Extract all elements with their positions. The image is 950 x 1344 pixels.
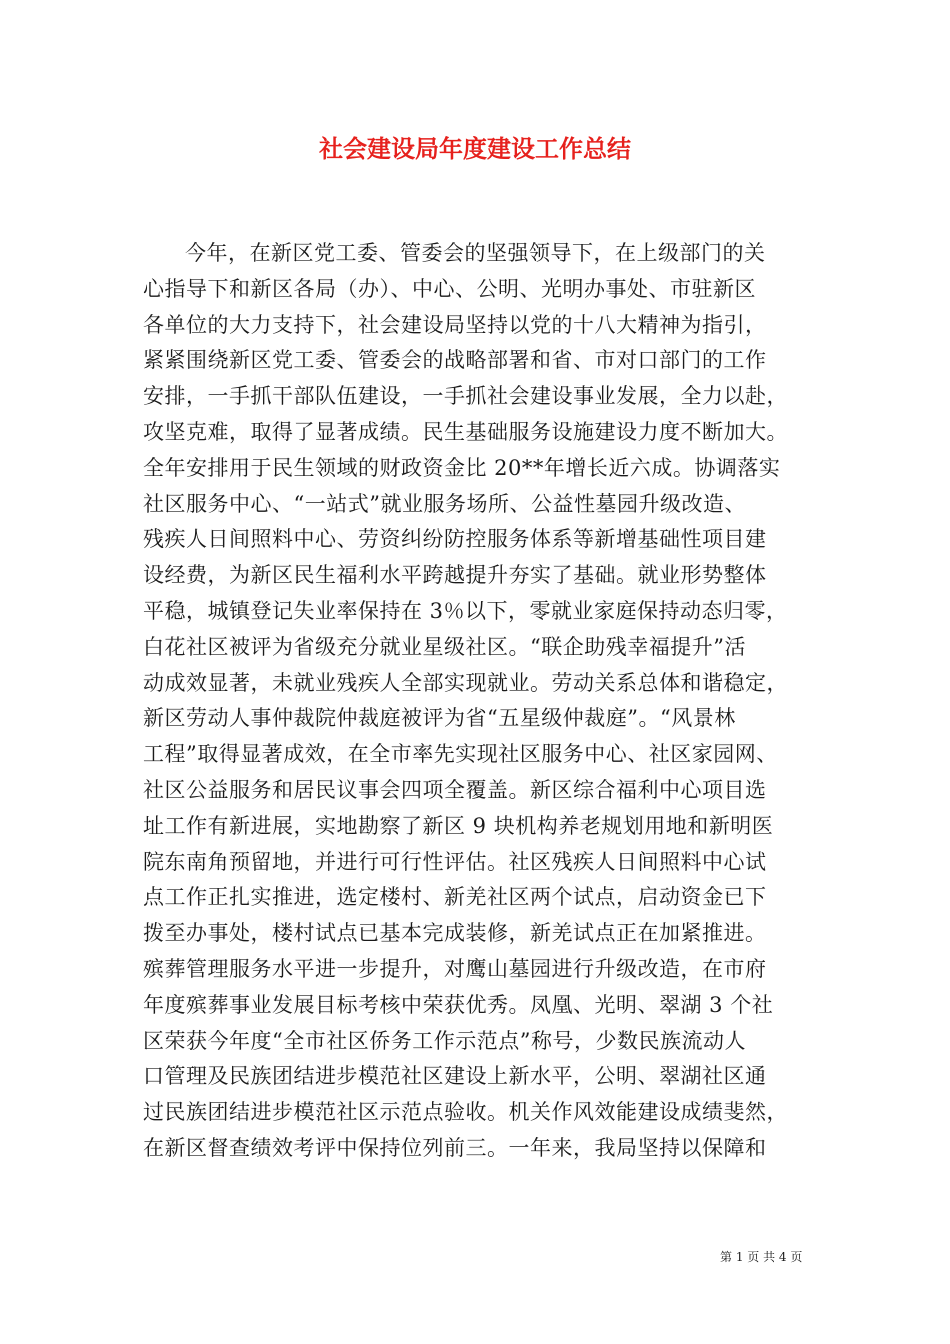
body-line: 心指导下和新区各局（办）、中心、公明、光明办事处、市驻新区 — [143, 276, 756, 301]
body-line: 拨至办事处，楼村试点已基本完成装修，新羌试点正在加紧推进。 — [143, 921, 767, 946]
body-line: 社区公益服务和居民议事会四项全覆盖。新区综合福利中心项目选 — [143, 777, 767, 802]
body-line: 平稳，城镇登记失业率保持在 3％以下，零就业家庭保持动态归零， — [143, 598, 788, 623]
body-line: 区荣获今年度“全市社区侨务工作示范点”称号，少数民族流动人 — [143, 1028, 746, 1053]
body-line: 工程”取得显著成效，在全市率先实现社区服务中心、社区家园网、 — [143, 742, 778, 767]
body-line: 年度殡葬事业发展目标考核中荣获优秀。凤凰、光明、翠湖 3 个社 — [143, 992, 774, 1017]
body-line: 安排，一手抓干部队伍建设，一手抓社会建设事业发展，全力以赴， — [143, 384, 788, 409]
body-line: 在新区督查绩效考评中保持位列前三。一年来，我局坚持以保障和 — [143, 1135, 767, 1160]
body-line: 址工作有新进展，实地勘察了新区 9 块机构养老规划用地和新明医 — [143, 813, 774, 838]
body-line: 新区劳动人事仲裁院仲裁庭被评为省“五星级仲裁庭”。“风景林 — [143, 706, 736, 731]
body-line: 过民族团结进步模范社区示范点验收。机关作风效能建设成绩斐然， — [143, 1100, 788, 1125]
page-number: 第 1 页 共 4 页 — [720, 1250, 803, 1264]
body-line: 动成效显著，未就业残疾人全部实现就业。劳动关系总体和谐稳定， — [143, 670, 788, 695]
body-line: 今年，在新区党工委、管委会的坚强领导下，在上级部门的关 — [185, 241, 766, 265]
body-line: 全年安排用于民生领域的财政资金比 20**年增长近六成。协调落实 — [143, 455, 781, 480]
body-line: 设经费，为新区民生福利水平跨越提升夯实了基础。就业形势整体 — [143, 563, 767, 588]
body-line: 白花社区被评为省级充分就业星级社区。“联企助残幸福提升”活 — [143, 634, 746, 659]
document-title: 社会建设局年度建设工作总结 — [319, 134, 631, 163]
body-line: 院东南角预留地，并进行可行性评估。社区残疾人日间照料中心试 — [143, 849, 767, 874]
body-line: 点工作正扎实推进，选定楼村、新羌社区两个试点，启动资金已下 — [143, 885, 767, 910]
body-line: 残疾人日间照料中心、劳资纠纷防控服务体系等新增基础性项目建 — [143, 527, 767, 552]
body-line: 殡葬管理服务水平进一步提升，对鹰山墓园进行升级改造，在市府 — [143, 956, 767, 981]
body-line: 口管理及民族团结进步模范社区建设上新水平，公明、翠湖社区通 — [143, 1064, 767, 1089]
body-line: 攻坚克难，取得了显著成绩。民生基础服务设施建设力度不断加大。 — [143, 419, 788, 444]
document-body — [143, 236, 807, 1167]
body-line: 社区服务中心、“一站式”就业服务场所、公益性墓园升级改造、 — [143, 491, 746, 516]
body-line: 紧紧围绕新区党工委、管委会的战略部署和省、市对口部门的工作 — [143, 348, 767, 373]
body-line: 各单位的大力支持下，社会建设局坚持以党的十八大精神为指引， — [143, 312, 767, 337]
